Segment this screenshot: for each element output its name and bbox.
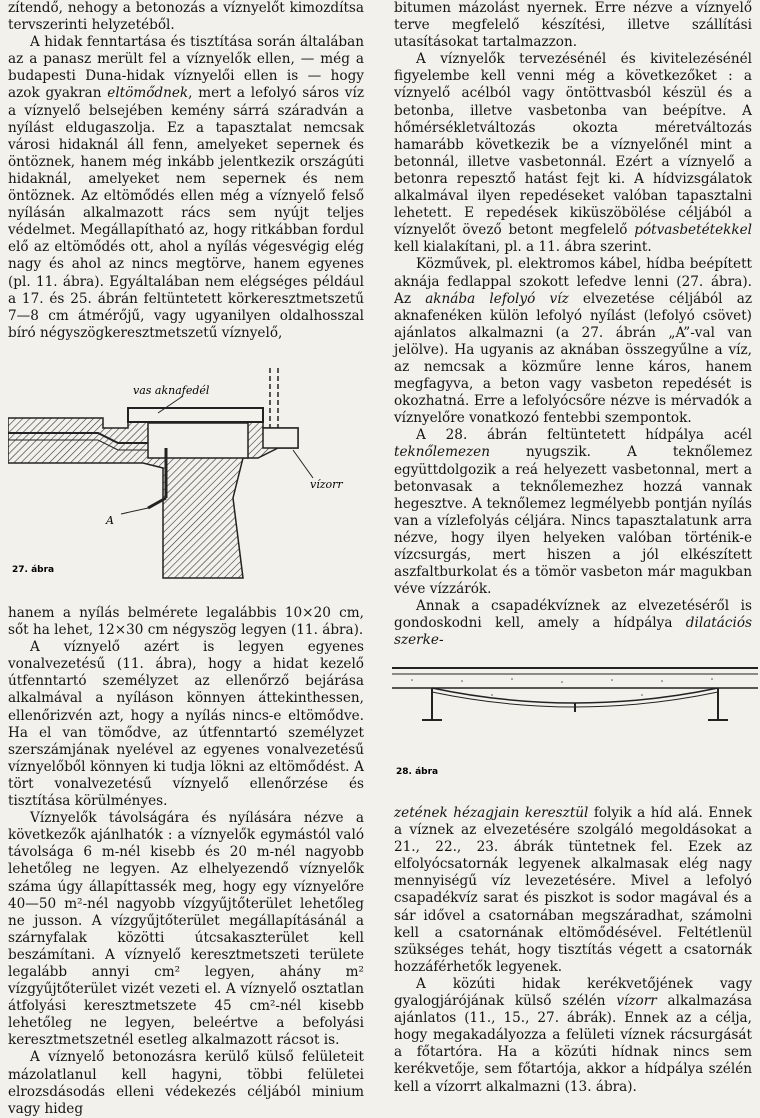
figure-28-drawing xyxy=(392,640,758,790)
figure-27-drawing xyxy=(8,348,358,588)
paragraph: A közúti hidak kerékvetőjének vagy gyalogjárójának külső szélén vízorr alkalmazása ajánlatos (11., 15., 27. ábrák). Ennek az a célja, hogy megakadályozza a felületi víznek rácsurgását a főtartóra. Ha a közúti hídnak nincs sem kerékvetője, sem főtartója, akkor a hídpálya szélén kell a vízorrt alkalmazni (13. ábra). xyxy=(394,975,752,1095)
paragraph: zetének hézagjain keresztül folyik a híd alá. Ennek a víznek az elvezetésére szolgáló megoldásokat a 21., 22., 23. ábrák tüntetnek fel. Ezek az elfolyócsatornák legyenek alkalmasak elég nagy mennyiségű víz levezetésére. Mivel a lefolyó csapadékvíz sarat és piszkot is sodor magával és a sár idővel a csatornában megszáradhat, számolni kell a csatornának eltömődésével. Feltétlenül szükséges tehát, hogy tisztítás végett a csatornák hozzáférhetők legyenek. xyxy=(394,805,752,975)
paragraph: Víznyelők távolságára és nyílására nézve a következők ajánlhatók : a víznyelők egymástól való távolsága 6 m-nél kisebb és 20 m-nél nagyobb lehetőleg ne legyen. Az elhelyezendő víznyelők száma úgy állapíttassék meg, hogy egy víznyelőre 40—50 m²-nél nagyobb vízgyűjtőterület lehetőleg ne jusson. A vízgyűjtőterület megállapításánál a szárnyfalak közötti útcsakaszterület kell beszámítani. A víznyelő keresztmetszeti területe legalább annyi cm² legyen, ahány m² vízgyűjtőterület vizét vezeti el. A víznyelő osztatlan átfolyási keresztmetszete 45 cm²-nél kisebb lehetőleg ne legyen, beleértve a befolyási keresztmetszetnél esetleg alkalmazott rácsot is. xyxy=(8,810,364,1049)
paragraph: Közművek, pl. elektromos kábel, hídba beépített aknája fedlappal szokott lefedve lenni (27. ábra). Az aknába lefolyó víz elvezetése céljából az aknafenéken külön lefolyó nyílást (lefolyó csövet) ajánlatos alkalmazni (a 27. ábrán „A”-val van jelölve). Ha ugyanis az aknában összegyűlne a víz, az nemcsak a közműre lenne káros, hanem megfagyva, a beton vagy vasbeton repedését is okozhatná. Erre a lefolyócsőre nézve is mérvadók a víznyelőre vonatkozó fentebbi szempontok. xyxy=(394,256,752,427)
left-column-top xyxy=(8,0,364,342)
paragraph: hanem a nyílás belmérete legalábbis 10×20 cm, sőt ha lehet, 12×30 cm négyszög legyen (11. ábra). xyxy=(8,605,364,639)
figure-27-caption: 27. ábra xyxy=(12,565,55,575)
paragraph: A víznyelő azért is legyen egyenes vonalvezetésű (11. ábra), hogy a hidat kezelő útfenntartó személyzet az ellenőrző bejárása alkalmával a nyíláson könnyen áttekinthessen, ellenőrizvén azt, hogy a nyílás nincs-e eltömődve. Ha el van tömődve, az útfenntartó személyzet szerszámjának nyelével az egyenes vonalvezetésű víznyelőből könnyen ki tudja lökni az eltömődést. A tört vonalvezetésű víznyelő ellenőrzése és tisztítása körülményes. xyxy=(8,639,364,810)
right-column-top xyxy=(394,0,752,650)
figure-28-caption: 28. ábra xyxy=(396,767,439,777)
figure-27-label-drip: vízorr xyxy=(310,478,343,491)
paragraph: A hidak fenntartása és tisztítása során általában az a panasz merült fel a víznyelők ellen, — még a budapesti Duna-hidak víznyelői ellen is — hogy azok gyakran eltömődnek, mert a lefolyó sáros víz a víznyelő belsejében kemény sárrá száradván a nyílást eldugaszolja. Ez a tapasztalat nemcsak városi hidaknál áll fenn, amelyeket sepernek és öntöznek, hanem még inkább jelentkezik országúti hidaknál, amelyeket nem sepernek és nem öntöznek. Az eltömődés ellen még a víznyelő felső nyílásán alkalmazott rács sem nyújt teljes védelmet. Megállapítható az, hogy ritkábban fordul elő az eltömődés ott, ahol a nyílás végesvégig elég nagy és ahol az nincs megtörve, hanem egyenes (pl. 11. ábra). Egyáltalában nem elégséges például a 17. és 25. ábrán feltüntetett körkeresztmetszetű 7—8 cm átmérőjű, vagy ugyanilyen oldalhosszal bíró négyszögkeresztmetszetű víznyelő, xyxy=(8,34,364,341)
paragraph: Annak a csapadékvíznek az elvezetéséről is gondoskodni kell, amely a hídpálya dilatációs szerke- xyxy=(394,598,752,649)
left-column-bottom xyxy=(8,605,364,1118)
paragraph: bitumen mázolást nyernek. Erre nézve a víznyelő terve megfelelő készítési, illetve szállítási utasításokat tartalmazzon. xyxy=(394,0,752,51)
right-column-bottom xyxy=(394,805,752,1096)
paragraph: zítendő, nehogy a betonozás a víznyelőt kimozdítsa tervszerinti helyzetéből. xyxy=(8,0,364,34)
paragraph: A víznyelők tervezésénél és kivitelezésénél figyelembe kell venni még a következőket : a víznyelő acélból vagy öntöttvasból készül és a betonba, illetve vasbetonba van beépítve. A hőmérsékletváltozás okozta méretváltozás hamarább következik be a víznyelőnél mint a betonnál, illetve vasbetonnál. Ezért a víznyelő a betonra repesztő hatást fejt ki. A hídvizsgálatok alkalmával ilyen repedéseket valóban tapasztalni lehetett. E repedések kiküszöbölése céljából a víznyelőt övező betont megfelelő pótvasbetétekkel kell kialakítani, pl. a 11. ábra szerint. xyxy=(394,51,752,256)
figure-27-label-cover: vas aknafedél xyxy=(133,384,210,397)
figure-28 xyxy=(392,640,758,790)
figure-27 xyxy=(8,348,358,588)
paragraph: A víznyelő betonozásra kerülő külső felületeit mázolatlanul kell hagyni, többi felületei elrozsdásodás elleni védekezés céljából minium vagy hideg xyxy=(8,1049,364,1117)
paragraph: A 28. ábrán feltüntetett hídpálya acél teknőlemezen nyugszik. A teknőlemez együttdolgozik a reá helyezett vasbetonnal, mert a betonvasak a teknőlemezhez hozzá vannak hegesztve. A teknőlemez legmélyebb pontján nyílás van a vízlefolyás céljára. Nincs tapasztalatunk arra nézve, hogy ilyen helyeken valóban történik-e vízcsurgás, mert hiszen a jól elkészített aszfaltburkolat és a tömör vasbeton már magukban véve vízzárók. xyxy=(394,427,752,598)
figure-27-label-a: A xyxy=(106,514,114,527)
